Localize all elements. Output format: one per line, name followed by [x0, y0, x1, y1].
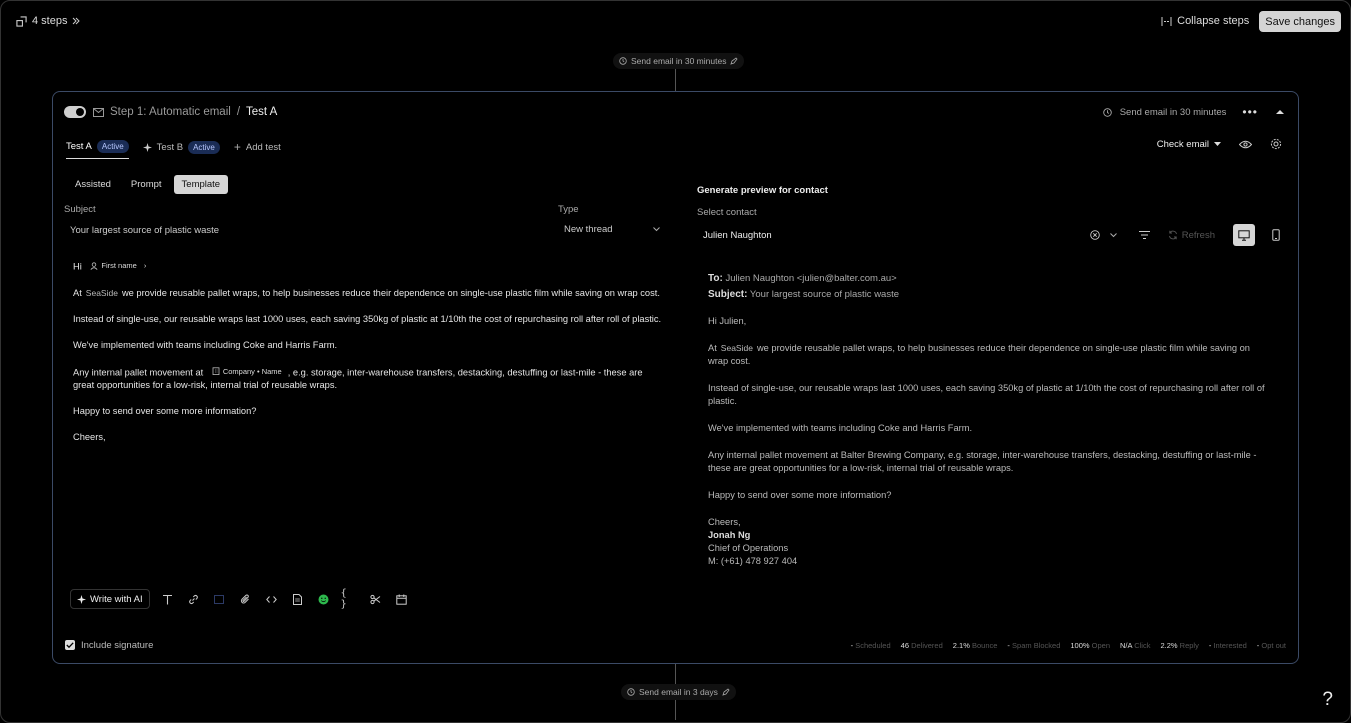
- preview-brand: SeaSide: [720, 343, 753, 353]
- card-footer: [65, 639, 1286, 651]
- steps-icon: [16, 16, 27, 27]
- stat-reply: 2.2% Reply: [1160, 640, 1199, 650]
- preview-paragraph-3: We've implemented with teams including Coke and Harris Farm.: [708, 423, 973, 433]
- eye-icon[interactable]: [1239, 140, 1252, 149]
- save-changes-button[interactable]: Save changes: [1259, 11, 1341, 32]
- tab-label: Test A: [66, 141, 92, 152]
- code-icon[interactable]: [263, 591, 280, 608]
- status-badge: Active: [97, 140, 129, 153]
- preview-signature: Cheers, Jonah Ng Chief of Operations M: (+61) 478 927 404: [708, 517, 798, 566]
- p1-rest: we provide reusable pallet wraps, to help businesses reduce their dependence on single-use plastic film while saving on wrap cost.: [121, 287, 660, 298]
- clear-contact-icon[interactable]: [1090, 230, 1100, 240]
- tab-label: Test B: [156, 141, 184, 153]
- type-value: New thread: [564, 224, 613, 235]
- breadcrumb-current: Test A: [246, 106, 278, 118]
- link-icon[interactable]: [185, 591, 202, 608]
- mail-icon: [93, 108, 104, 117]
- stat-bounce: 2.1% Bounce: [952, 640, 998, 650]
- contact-select[interactable]: Julien Naughton: [703, 229, 772, 241]
- type-select[interactable]: [564, 224, 660, 235]
- step-card: [52, 91, 1299, 664]
- preview-subject: Subject: Your largest source of plastic waste: [708, 289, 900, 300]
- refresh-button[interactable]: [1168, 230, 1215, 241]
- brand-variable[interactable]: SeaSide: [85, 287, 118, 298]
- company-chip-label: Company • Name: [222, 366, 282, 376]
- schedule-clock-icon: [1103, 108, 1112, 117]
- preview-controls: [1157, 138, 1282, 150]
- stat-spam-blocked: - Spam Blocked: [1007, 640, 1061, 650]
- attachment-icon[interactable]: [237, 591, 254, 608]
- preview-paragraph-5: Happy to send over some more information?: [708, 490, 892, 500]
- type-label: Type: [558, 204, 579, 215]
- chevron-right-icon: ›: [143, 261, 147, 270]
- mobile-icon: [1272, 229, 1280, 241]
- pencil-icon: [730, 57, 738, 65]
- paragraph-5: Happy to send over some more information?: [73, 406, 257, 416]
- contact-selector-row: [697, 223, 1287, 247]
- filter-icon[interactable]: [1139, 231, 1150, 239]
- stat-opt-out: - Opt out: [1256, 640, 1286, 650]
- collapse-steps-label: Collapse steps: [1177, 15, 1250, 27]
- preview-p1-rest: we provide reusable pallet wraps, to help businesses reduce their dependence on single-use plastic film while saving on wrap cost.: [708, 343, 1250, 366]
- mode-template[interactable]: Template: [174, 175, 229, 194]
- mode-prompt[interactable]: Prompt: [130, 179, 162, 190]
- schedule-label: Send email in 30 minutes: [1119, 106, 1227, 118]
- sparkle-icon: [143, 143, 152, 152]
- paragraph-2: Instead of single-use, our reusable wraps last 1000 uses, each saving 350kg of plastic at 1/10th the cost of repurchasing roll after roll of plastic.: [73, 313, 662, 324]
- check-email-dropdown[interactable]: [1157, 139, 1221, 150]
- breadcrumb-separator: /: [236, 106, 241, 118]
- clock-icon: [619, 57, 627, 65]
- preview-to: To: Julien Naughton <julien@balter.com.au>: [708, 273, 897, 284]
- stat-scheduled: - Scheduled: [850, 640, 891, 650]
- top-connector-label[interactable]: [613, 53, 744, 69]
- scissors-icon[interactable]: [367, 591, 384, 608]
- calendar-icon[interactable]: [393, 591, 410, 608]
- collapse-card-icon[interactable]: [1276, 109, 1284, 115]
- bottom-connector-label[interactable]: [621, 684, 736, 700]
- status-badge: Active: [188, 141, 220, 154]
- first-name-chip-label: First name: [101, 261, 137, 270]
- include-signature-checkbox[interactable]: [65, 640, 75, 650]
- steps-label: 4 steps: [32, 15, 68, 27]
- help-button[interactable]: ?: [1322, 689, 1333, 710]
- paragraph-3: We've implemented with teams including Coke and Harris Farm.: [73, 339, 338, 350]
- subject-label: Subject: [64, 204, 96, 215]
- write-with-ai-button[interactable]: [70, 589, 150, 609]
- sparkle-icon: [77, 595, 86, 604]
- tab-test-b[interactable]: [143, 141, 220, 159]
- include-signature-label: Include signature: [81, 639, 154, 651]
- stats-bar: [851, 641, 1286, 650]
- stat-delivered: 46 Delivered: [900, 640, 943, 650]
- chevron-down-icon[interactable]: [1110, 233, 1117, 238]
- person-icon: [90, 262, 98, 270]
- p4-rest: , e.g. storage, inter-warehouse transfers, destacking, destuffing or last-mile - these are great opportunities for a low-risk, internal trial of reusable wraps.: [73, 367, 643, 390]
- collapse-icon: [1161, 17, 1172, 26]
- text-format-icon[interactable]: [159, 591, 176, 608]
- check-email-label: Check email: [1156, 138, 1209, 150]
- first-name-variable[interactable]: [90, 259, 146, 272]
- step-enabled-toggle[interactable]: [64, 106, 86, 118]
- more-options-icon[interactable]: •••: [1242, 105, 1258, 119]
- email-editor[interactable]: [73, 259, 663, 457]
- company-name-variable[interactable]: [212, 365, 282, 378]
- preview-paragraph-4: Any internal pallet movement at Balter Brewing Company, e.g. storage, inter-warehouse transfers, destacking, destuffing or last-mile - these are great opportunities for a low-risk, internal trial of reusable wraps.: [708, 450, 1257, 473]
- add-test-button[interactable]: [234, 140, 281, 159]
- preview-greeting: Hi Julien,: [708, 316, 747, 326]
- subject-input[interactable]: Your largest source of plastic waste: [70, 225, 220, 236]
- stat-interested: - Interested: [1208, 640, 1247, 650]
- steps-toggle[interactable]: [16, 15, 80, 27]
- breadcrumb-step[interactable]: Step 1: Automatic email: [110, 106, 231, 118]
- desktop-view-button[interactable]: [1233, 224, 1255, 246]
- p1-start: At: [73, 287, 82, 298]
- editor-toolbar: [70, 589, 410, 609]
- paragraph-6: Cheers,: [73, 432, 106, 442]
- stat-open: 100% Open: [1070, 640, 1111, 650]
- clock-icon: [627, 688, 635, 696]
- collapse-steps-button[interactable]: [1161, 15, 1249, 27]
- preview-paragraph-2: Instead of single-use, our reusable wraps last 1000 uses, each saving 350kg of plastic at 1/10th the cost of repurchasing roll after roll of plastic.: [708, 383, 1265, 406]
- variable-braces-icon[interactable]: { }: [340, 588, 347, 610]
- tab-test-a[interactable]: [66, 140, 129, 159]
- test-tabs: [66, 140, 281, 159]
- gear-icon[interactable]: [1270, 138, 1282, 150]
- chevron-down-icon: [653, 227, 660, 232]
- mobile-view-button[interactable]: [1265, 224, 1287, 246]
- building-icon: [212, 367, 220, 375]
- p4-start: Any internal pallet movement at: [73, 367, 204, 377]
- image-icon[interactable]: [211, 591, 228, 608]
- double-chevron-right-icon: [72, 17, 80, 25]
- greeting-text: Hi: [73, 261, 82, 272]
- card-header: [64, 104, 1284, 120]
- preview-p1-start: At: [708, 343, 717, 353]
- refresh-icon: [1168, 230, 1178, 240]
- add-test-label: Add test: [245, 141, 281, 153]
- select-contact-label: Select contact: [697, 207, 757, 218]
- pencil-icon: [722, 688, 730, 696]
- desktop-icon: [1238, 230, 1250, 241]
- emoji-icon[interactable]: [315, 591, 332, 608]
- refresh-label: Refresh: [1181, 229, 1215, 241]
- top-bar: [16, 10, 1341, 32]
- caret-down-icon: [1214, 142, 1221, 147]
- email-preview: [708, 272, 1268, 568]
- mode-assisted[interactable]: Assisted: [75, 179, 111, 190]
- write-with-ai-label: Write with AI: [90, 593, 143, 605]
- preview-title: Generate preview for contact: [697, 185, 828, 196]
- document-icon[interactable]: [289, 591, 306, 608]
- mode-tabs: [67, 175, 228, 194]
- bottom-connector-text: Send email in 3 days: [639, 687, 718, 697]
- top-connector-text: Send email in 30 minutes: [631, 56, 727, 66]
- stat-click: N/A Click: [1120, 640, 1151, 650]
- plus-icon: +: [233, 140, 241, 154]
